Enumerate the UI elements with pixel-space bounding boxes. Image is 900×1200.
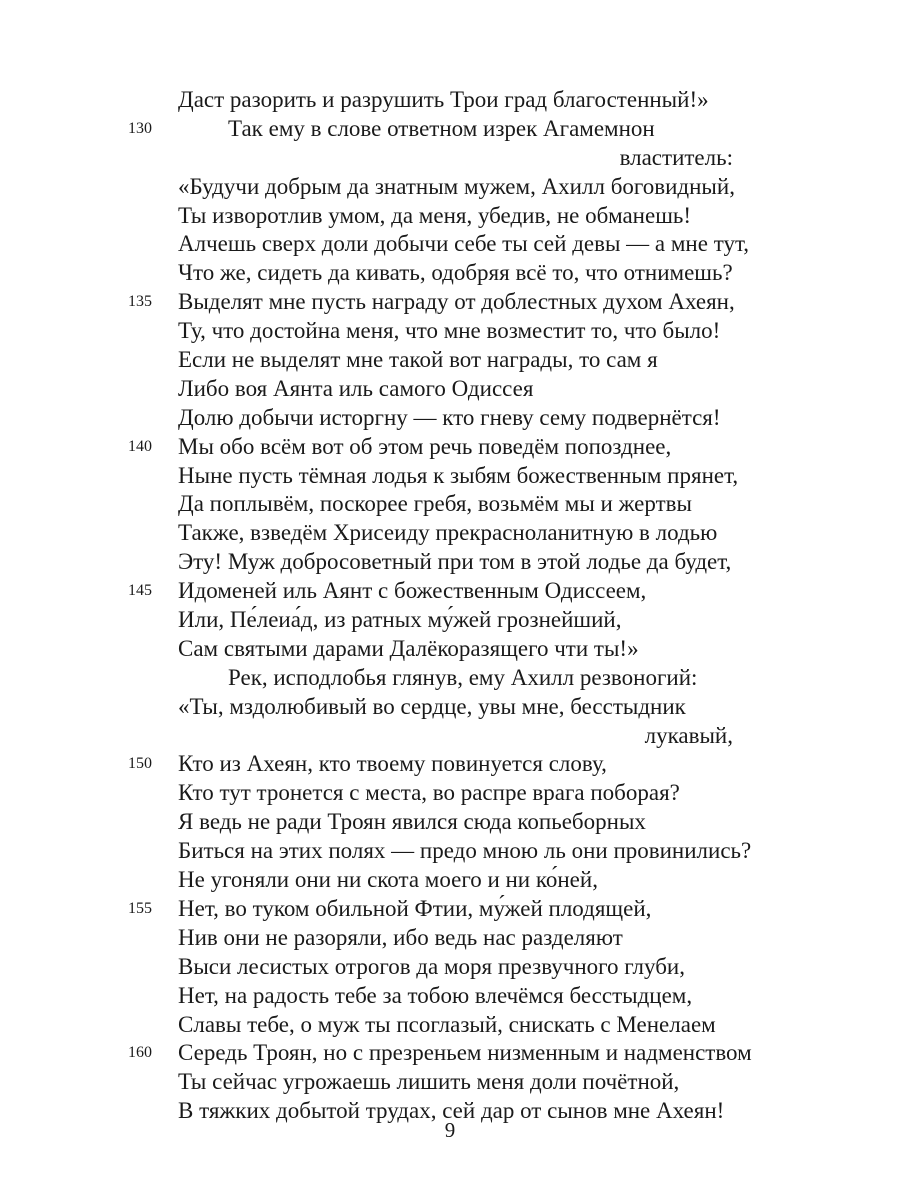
verse-line [0,606,900,635]
verse-text: Долю добычи исторгну — кто гневу сему подвернётся! [178,404,721,430]
verse-line [0,173,900,202]
line-number: 145 [128,582,152,600]
verse-text: Эту! Муж добросоветный при том в этой лодье да будет, [178,549,732,575]
verse-text: Идоменей иль Аянт с божественным Одиссеем, [178,578,647,604]
verse-text: В тяжких добытой трудах, сей дар от сынов мне Ахеян! [178,1098,725,1124]
verse-line [0,1011,900,1040]
verse-text: Нив они не разоряли, ибо ведь нас разделяют [178,924,623,950]
verse-text: Я ведь не ради Троян явился сюда копьеборных [178,809,646,835]
verse-text: лукавый, [644,722,733,748]
verse-line [0,1039,900,1068]
verse-text: Да поплывём, поскорее гребя, возьмём мы и жертвы [178,491,692,517]
page-number: 9 [444,1118,456,1142]
verse-text: Даст разорить и разрушить Трои град благостенный!» [178,87,709,112]
line-number: 130 [128,119,152,137]
verse-text: Мы обо всём вот об этом речь поведём попозднее, [178,433,672,459]
verse-text: Выделят мне пусть награду от доблестных духом Ахеян, [178,289,735,315]
verse-line [0,462,900,491]
verse-line [0,433,900,462]
verse-text: Если не выделят мне такой вот награды, то сам я [178,347,658,373]
verse-line [0,346,900,375]
verse-line [0,924,900,953]
verse-line [0,288,900,317]
verse-text: «Ты, мздолюбивый во сердце, увы мне, бесстыдник [178,693,686,719]
verse-line [0,202,900,231]
verse-line [0,982,900,1011]
verse-block [0,86,900,1126]
verse-line [0,837,900,866]
verse-line [0,259,900,288]
verse-line [0,779,900,808]
verse-text: Кто тут тронется с места, во распре врага поборая? [178,780,680,806]
line-number: 160 [128,1044,152,1062]
verse-text: Славы тебе, о муж ты псоглазый, снискать с Менелаем [178,1011,716,1037]
verse-line [0,519,900,548]
verse-text: Нет, на радость тебе за тобою влечёмся бесстыдцем, [178,982,693,1008]
verse-line [0,895,900,924]
verse-text: Кто из Ахеян, кто твоему повинуется слову, [178,751,607,777]
verse-text: Или, Пе́леиа́д, из ратных му́жей грознейший, [178,607,622,633]
verse-text: Ты сейчас угрожаешь лишить меня доли почётной, [178,1069,680,1095]
verse-text: Ты изворотлив умом, да меня, убедив, не обманешь! [178,202,692,228]
verse-line [0,230,900,259]
line-number: 150 [128,755,152,773]
verse-text: Либо воя Аянта иль самого Одиссея [178,375,534,401]
verse-line [0,808,900,837]
verse-text: Алчешь сверх доли добычи себе ты сей девы — а мне тут, [178,231,750,257]
verse-text: Нет, во туком обильной Фтии, му́жей плодящей, [178,895,652,921]
verse-text: Выси лесистых отрогов да моря презвучного глуби, [178,953,685,979]
verse-line [0,1068,900,1097]
verse-line [0,375,900,404]
verse-line [0,86,900,115]
verse-line [0,548,900,577]
verse-text: Биться на этих полях — предо мною ль они провинились? [178,838,752,864]
verse-line [0,404,900,433]
verse-line [0,722,900,751]
verse-text: Ту, что достойна меня, что мне возместит то, что было! [178,318,721,344]
verse-line [0,953,900,982]
verse-text: Что же, сидеть да кивать, одобряя всё то, что отнимешь? [178,260,733,286]
verse-text: Также, взведём Хрисеиду прекрасноланитную в лодью [178,520,718,546]
verse-text: властитель: [619,144,733,170]
verse-line [0,664,900,693]
verse-line [0,317,900,346]
verse-line [0,693,900,722]
verse-line [0,115,900,144]
verse-line [0,750,900,779]
verse-line [0,866,900,895]
verse-text: Так ему в слове ответном изрек Агамемнон [228,115,655,141]
verse-text: «Будучи добрым да знатным мужем, Ахилл боговидный, [178,173,735,199]
verse-line [0,144,900,173]
verse-line [0,490,900,519]
verse-text: Рек, исподлобья глянув, ему Ахилл резвоногий: [228,664,698,690]
line-number: 155 [128,899,152,917]
verse-line [0,635,900,664]
verse-text: Середь Троян, но с презреньем низменным и надменством [178,1040,752,1066]
verse-text: Ныне пусть тёмная лодья к зыбям божественным прянет, [178,462,739,488]
verse-text: Сам святыми дарами Далёкоразящего чти ты!» [178,635,639,661]
verse-text: Не угоняли они ни скота моего и ни ко́ней, [178,867,598,893]
verse-line [0,577,900,606]
line-number: 135 [128,293,152,311]
line-number: 140 [128,437,152,455]
